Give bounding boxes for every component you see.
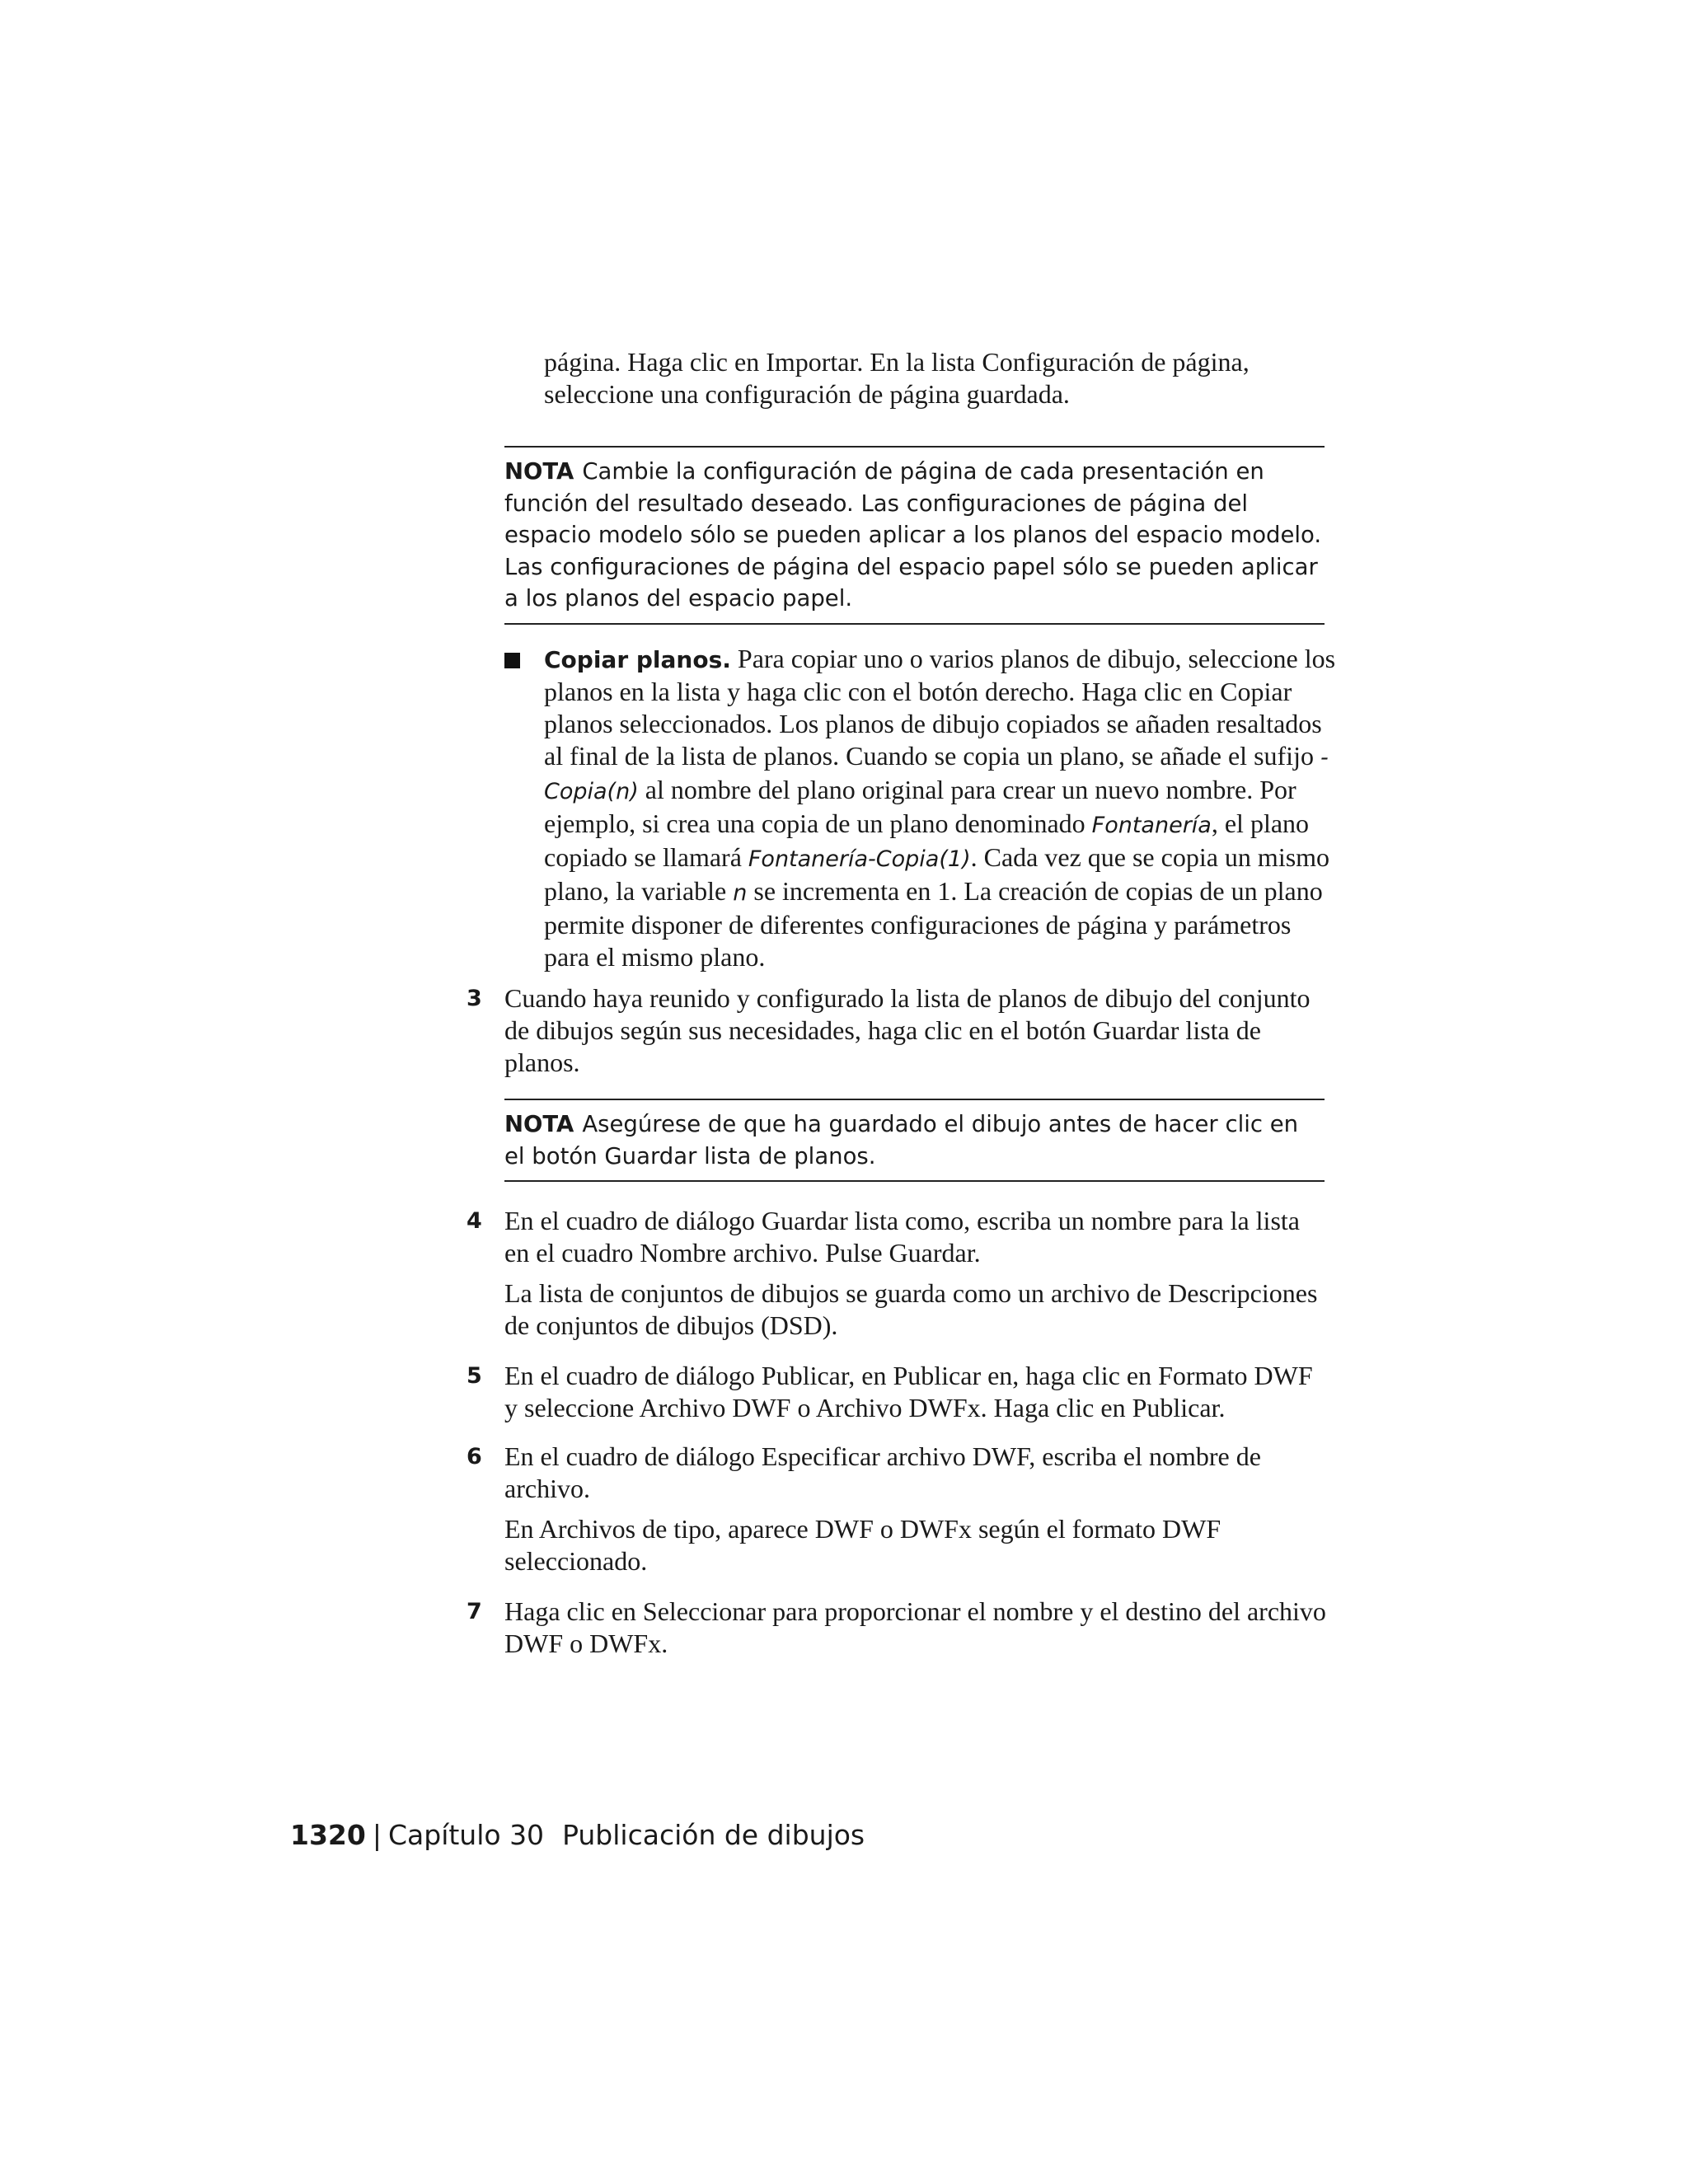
page-number: 1320 — [290, 1819, 366, 1851]
note-1-body: Cambie la configuración de página de cada presentación en función del resultado deseado. Las configuraciones de página del espacio modelo sólo se pueden aplicar a los planos del espacio modelo. Las configuraciones de página del espacio papel sólo se pueden aplicar a los planos del espacio papel. — [504, 458, 1322, 612]
chapter-title: Publicación de dibujos — [562, 1819, 865, 1851]
step-5 — [467, 1360, 1340, 1432]
step-4 — [467, 1205, 1340, 1350]
step-text: Cuando haya reunido y configurado la lista de planos de dibujo del conjunto de dibujos según sus necesidades, haga clic en el botón Guardar lista de planos. — [504, 983, 1311, 1077]
original-name-term: Fontanería — [1091, 813, 1212, 838]
step-extra-text: La lista de conjuntos de dibujos se guarda como un archivo de Descripciones de conjuntos de dibujos (DSD). — [504, 1278, 1318, 1340]
step-text: En el cuadro de diálogo Publicar, en Publicar en, haga clic en Formato DWF y seleccione Archivo DWF o Archivo DWFx. Haga clic en Publicar. — [504, 1361, 1313, 1422]
note-2-text — [504, 1108, 1325, 1172]
step-6 — [467, 1441, 1340, 1586]
step-number: 5 — [467, 1363, 482, 1389]
step-text: En el cuadro de diálogo Especificar archivo DWF, escriba el nombre de archivo. — [504, 1441, 1261, 1503]
step-3 — [467, 982, 1340, 1087]
step-text: En el cuadro de diálogo Guardar lista como, escriba un nombre para la lista en el cuadro Nombre archivo. Pulse Guardar. — [504, 1206, 1300, 1268]
step-extra-text: En Archivos de tipo, aparece DWF o DWFx según el formato DWF seleccionado. — [504, 1514, 1221, 1576]
note-box-1 — [504, 446, 1325, 625]
bullet-title: Copiar planos. — [544, 646, 731, 673]
step-7 — [467, 1596, 1340, 1668]
bullet-text-c: , el plano copiado se llamará — [544, 808, 1310, 872]
bullet-copiar-planos — [504, 643, 1337, 973]
bullet-text — [544, 643, 1337, 973]
continuation-paragraph: página. Haga clic en Importar. En la lista Configuración de página, seleccione una configuración de página guardada. — [544, 347, 1250, 409]
bullet-text-d: . Cada vez que se copia un mismo plano, la variable — [544, 842, 1330, 906]
step-number: 7 — [467, 1599, 482, 1624]
note-2-body: Asegúrese de que ha guardado el dibujo antes de hacer clic en el botón Guardar lista de planos. — [504, 1111, 1299, 1169]
note-box-2 — [504, 1099, 1325, 1182]
bullet-text-b: al nombre del plano original para crear un nuevo nombre. Por ejemplo, si crea una copia de un plano denominado — [544, 775, 1296, 838]
step-text: Haga clic en Seleccionar para proporcionar el nombre y el destino del archivo DWF o DWFx. — [504, 1596, 1326, 1658]
note-2-label: NOTA — [504, 1111, 574, 1137]
square-bullet-icon — [504, 653, 520, 668]
chapter-label: Capítulo 30 — [387, 1819, 545, 1851]
bullet-text-a: Para copiar uno o varios planos de dibujo, seleccione los planos en la lista y haga clic con el botón derecho. Haga clic en Copiar planos seleccionados. Los planos de dibujo copiados se añaden resaltados al final de la lista de planos. Cuando se copia un plano, se añade el sufijo — [544, 644, 1336, 771]
page-footer — [290, 1819, 865, 1852]
suffix-term: -Copia(n) — [544, 745, 1329, 804]
step-number: 3 — [467, 986, 482, 1011]
footer-separator: | — [372, 1819, 382, 1851]
step-number: 6 — [467, 1444, 482, 1469]
note-1-text — [504, 456, 1325, 615]
variable-term: n — [733, 880, 748, 906]
note-1-label: NOTA — [504, 458, 574, 485]
bullet-text-e: se incrementa en 1. La creación de copias de un plano permite disponer de diferentes configuraciones de página y parámetros para el mismo plano. — [544, 876, 1323, 972]
step-number: 4 — [467, 1208, 482, 1234]
copy-name-term: Fontanería-Copia(1) — [748, 846, 971, 872]
